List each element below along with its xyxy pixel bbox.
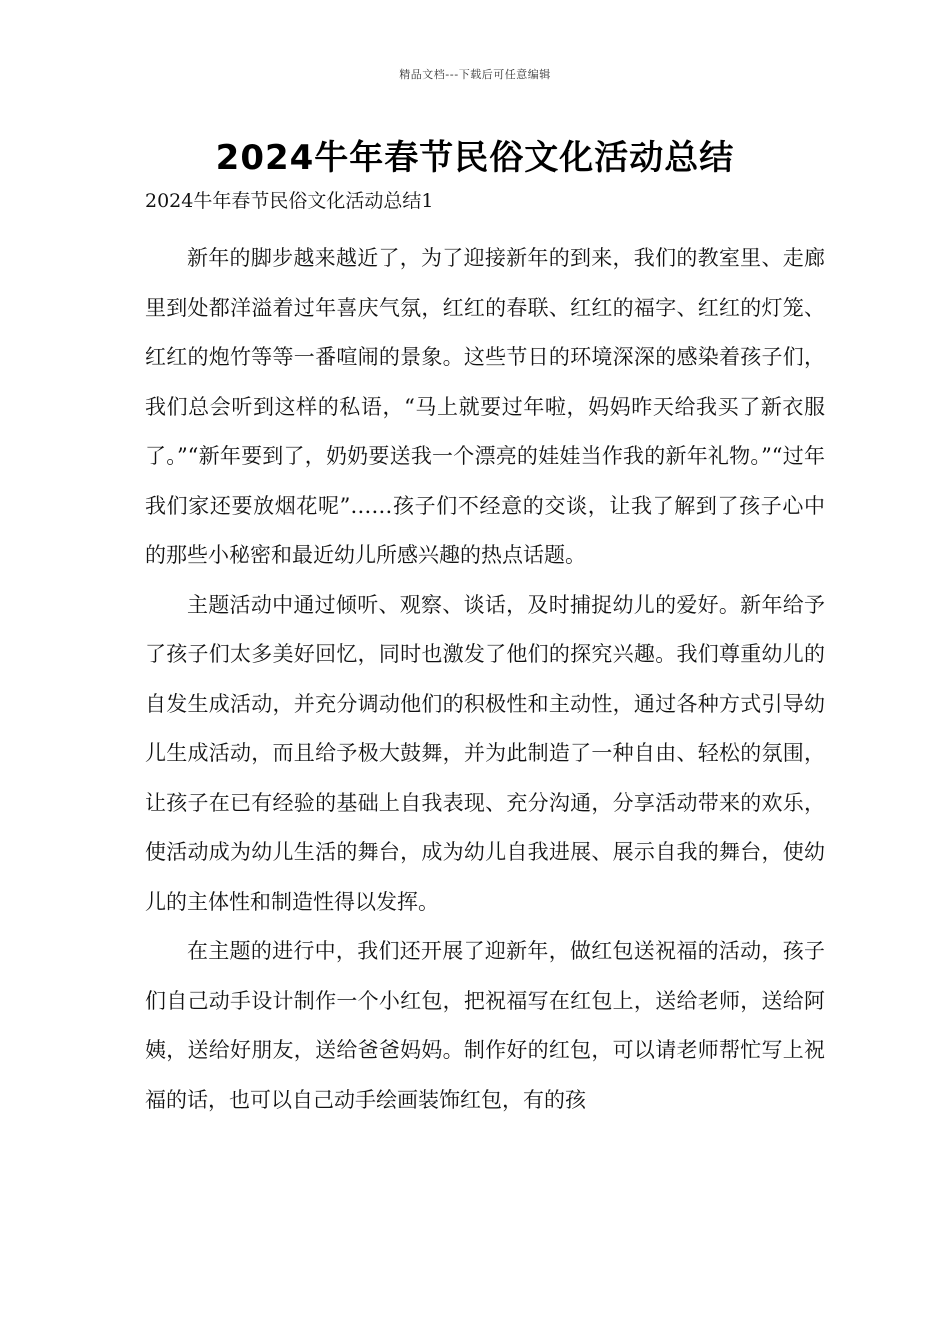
document-title: 2024牛年春节民俗文化活动总结	[215, 138, 735, 178]
section-subtitle: 2024牛年春节民俗文化活动总结1	[145, 190, 434, 212]
paragraph-2: 主题活动中通过倾听、观察、谈话，及时捕捉幼儿的爱好。新年给予了孩子们太多美好回忆，同时也激发了他们的探究兴趣。我们尊重幼儿的自发生成活动，并充分调动他们的积极性和主动性，通过各种方式引导幼儿生成活动，而且给予极大鼓舞，并为此制造了一种自由、轻松的氛围，让孩子在已有经验的基础上自我表现、充分沟通，分享活动带来的欢乐，使活动成为幼儿生活的舞台，成为幼儿自我进展、展示自我的舞台，使幼儿的主体性和制造性得以发挥。	[145, 592, 825, 914]
paragraph-1: 新年的脚步越来越近了，为了迎接新年的到来，我们的教室里、走廊里到处都洋溢着过年喜庆气氛，红红的春联、红红的福字、红红的灯笼、红红的炮竹等等一番喧闹的景象。这些节日的环境深深的感染着孩子们，我们总会听到这样的私语，“马上就要过年啦，妈妈昨天给我买了新衣服了。”“新年要到了，奶奶要送我一个漂亮的娃娃当作我的新年礼物。”“过年我们家还要放烟花呢”……孩子们不经意的交谈，让我了解到了孩子心中的那些小秘密和最近幼儿所感兴趣的热点话题。	[145, 246, 825, 567]
document-body	[145, 234, 825, 1125]
paragraph-3: 在主题的进行中，我们还开展了迎新年，做红包送祝福的活动，孩子们自己动手设计制作一个小红包，把祝福写在红包上，送给老师，送给阿姨，送给好朋友，送给爸爸妈妈。制作好的红包，可以请老师帮忙写上祝福的话，也可以自己动手绘画装饰红包，有的孩	[145, 939, 825, 1112]
header-note: 精品文档---下载后可任意编辑	[399, 68, 551, 81]
